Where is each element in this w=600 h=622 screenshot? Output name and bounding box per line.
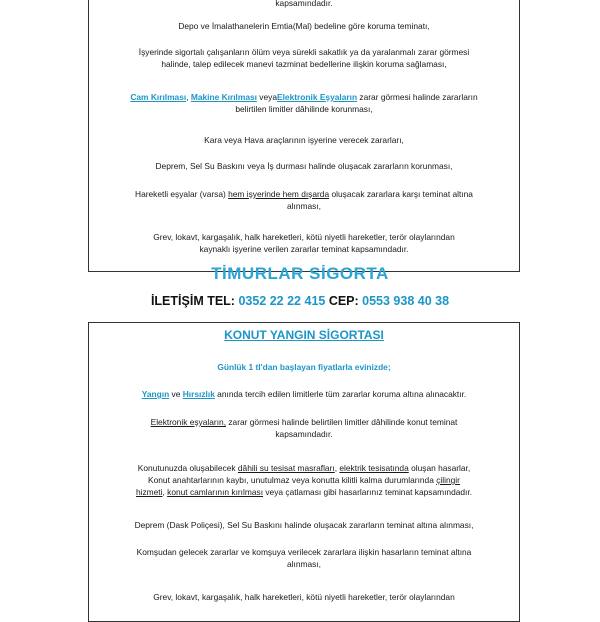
mobile-label: CEP:	[325, 294, 363, 308]
mobile-phone-link[interactable]: 0553 938 40 38	[362, 294, 450, 308]
text: Konutunuzda oluşabilecek	[137, 463, 238, 473]
text: Grev, lokavt, kargaşalık, halk hareketleri, kötü niyetli hareketler, terör olaylarından	[153, 232, 455, 242]
theft-link[interactable]: Hırsızlık	[182, 389, 215, 399]
brand-name: TİMURLAR SİGORTA	[211, 264, 389, 283]
text: ,	[186, 92, 189, 102]
text: kaynaklı işyerine verilen zararlar teminat kapsamındadır.	[199, 244, 409, 254]
text: Konut anahtarlarının kaybı, unutulmaz veya konutta kilitli kalma durumlarında	[148, 475, 437, 485]
electronics-link[interactable]: Elektronik Eşyaların	[277, 92, 358, 102]
paragraph-movable-goods	[89, 188, 519, 212]
text: oluşacak zararlara karşı teminat altına	[329, 189, 473, 199]
text: elektrik tesisatında	[339, 463, 409, 473]
text: halinde, talep edilecek manevi tazminat bedellerine ilişkin koruma sağlaması,	[161, 59, 447, 69]
paragraph-fire-theft	[89, 388, 519, 400]
paragraph-strike-terror	[89, 231, 519, 255]
contact-label: İLETİŞİM TEL:	[150, 294, 239, 308]
paragraph-earthquake-flood	[89, 160, 519, 172]
text: belirtilen limitler dâhilinde korunması,	[235, 104, 373, 114]
text: zarar görmesi halinde belirtilen limitler dâhilinde konut teminat	[226, 417, 458, 427]
glass-breakage-link[interactable]: Cam Kırılması	[130, 92, 187, 102]
text: ve	[169, 389, 183, 399]
text: alınması,	[287, 201, 321, 211]
paragraph-employee-coverage	[89, 46, 519, 70]
text: zarar görmesi halinde zararların	[357, 92, 478, 102]
text: Deprem, Sel Su Baskını veya İş durması halinde oluşacak zararların korunması,	[155, 161, 453, 171]
text: veya çatlaması gibi hasarlarınız teminat kapsamındadır.	[263, 487, 473, 497]
text: hem işyerinde hem dışarda	[228, 189, 330, 199]
text: ,	[162, 487, 168, 497]
text: konut camlarının kırılması	[167, 487, 264, 497]
paragraph-electronics	[89, 416, 519, 440]
text: Depo ve İmalathanelerin Emtia(Mal) bedeline göre koruma teminatı,	[178, 21, 430, 31]
text: kapsamındadır.	[275, 429, 333, 439]
paragraph-stock-coverage	[89, 20, 519, 32]
text: veya	[256, 92, 277, 102]
paragraph-home-damages	[89, 462, 519, 498]
phone-link[interactable]: 0352 22 22 415	[238, 294, 326, 308]
paragraph-intro	[89, 361, 519, 373]
text: alınması,	[287, 559, 321, 569]
paragraph-strike-partial	[89, 591, 519, 603]
text: kapsamındadır.	[275, 0, 333, 8]
paragraph-top-partial	[89, 0, 519, 9]
text: Grev, lokavt, kargaşalık, halk hareketleri, kötü niyetli hareketler, terör olaylarından	[153, 592, 455, 602]
text: Günlük 1 tl'dan başlayan fiyatlarla evinizde;	[217, 362, 391, 372]
text: İşyerinde sigortalı çalışanların ölüm veya sürekli sakatlık ya da yaralanmalı zarar görmesi	[138, 47, 470, 57]
paragraph-vehicle-damage	[89, 134, 519, 146]
coverage-box-home-fire	[88, 322, 520, 622]
text: çilingir	[436, 475, 460, 485]
text: Kara veya Hava araçlarının işyerine verecek zararları,	[204, 135, 404, 145]
text: oluşan hasarlar,	[408, 463, 471, 473]
text: dâhili su tesisat masrafları	[237, 463, 335, 473]
section-heading: KONUT YANGIN SİGORTASI	[224, 328, 384, 342]
text: ,	[334, 463, 340, 473]
paragraph-neighbor	[89, 546, 519, 570]
text: Komşudan gelecek zararlar ve komşuya verilecek zararlara ilişkin hasarların teminat altına	[136, 547, 472, 557]
text: anında tercih edilen limitlerle tüm zararlar koruma altına alınacaktır.	[214, 389, 467, 399]
text: Deprem (Dask Poliçesi), Sel Su Baskını halinde oluşacak zararların teminat altına alınması,	[134, 520, 474, 530]
fire-link[interactable]: Yangın	[141, 389, 170, 399]
coverage-box-workplace	[88, 0, 520, 272]
text: Elektronik eşyaların,	[150, 417, 227, 427]
machine-breakage-link[interactable]: Makine Kırılması	[190, 92, 257, 102]
paragraph-dask	[89, 519, 519, 531]
text: hizmeti	[135, 487, 163, 497]
text: Hareketli eşyalar (varsa)	[135, 189, 229, 199]
contact-line	[0, 294, 600, 308]
paragraph-breakage-coverage	[89, 91, 519, 115]
